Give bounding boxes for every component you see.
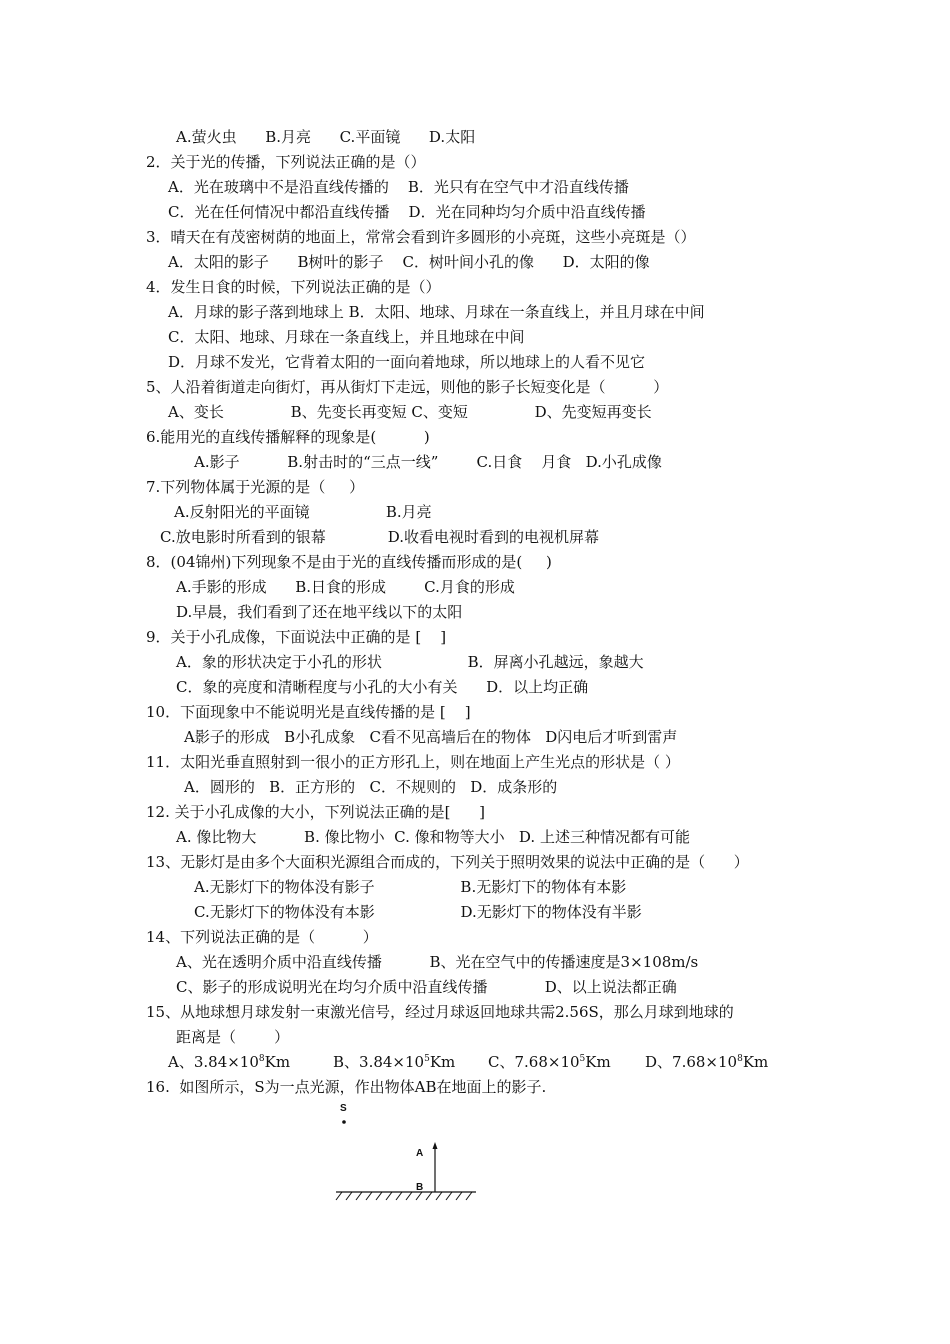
q13-stem: 13、无影灯是由多个大面积光源组合而成的，下列关于照明效果的说法中正确的是（ ）: [146, 853, 749, 871]
q6-options: A.影子 B.射击时的“三点一线” C.日食 月食 D.小孔成像: [194, 453, 662, 471]
q9-options-cd: C．象的亮度和清晰程度与小孔的大小有关 D．以上均正确: [176, 678, 589, 696]
point-light-source: [342, 1120, 346, 1124]
q14-options-ab: A、光在透明介质中沿直线传播 B、光在空气中的传播速度是3×108m/s: [176, 953, 699, 971]
q16-stem: 16. 如图所示，S为一点光源，作出物体AB在地面上的影子.: [146, 1078, 547, 1096]
q4-option-ab: A．月球的影子落到地球上 B．太阳、地球、月球在一条直线上，并且月球在中间: [168, 303, 705, 321]
label-b: B: [416, 1182, 424, 1193]
q13-options-cd: C.无影灯下的物体没有本影 D.无影灯下的物体没有半影: [194, 903, 642, 921]
q2-stem: 2．关于光的传播，下列说法正确的是（）: [146, 153, 426, 171]
q15-stem: 15、从地球想月球发射一束激光信号，经过月球返回地球共需2.56S，那么月球到地球的: [146, 1003, 734, 1021]
q8-option-d: D.早晨，我们看到了还在地平线以下的太阳: [176, 603, 463, 621]
shadow-diagram: [330, 1096, 490, 1211]
label-s: S: [340, 1103, 347, 1114]
q8-options-abc: A.手影的形成 B.日食的形成 C.月食的形成: [176, 578, 515, 596]
q11-options: A．圆形的 B．正方形的 C．不规则的 D．成条形的: [184, 778, 558, 796]
q7-options-cd: C.放电影时所看到的银幕 D.收看电视时看到的电视机屏幕: [160, 528, 599, 546]
q2-options-ab: A．光在玻璃中不是沿直线传播的 B．光只有在空气中才沿直线传播: [168, 178, 629, 196]
q8-stem: 8．(04锦州)下列现象不是由于光的直线传播而形成的是( ): [146, 553, 552, 571]
q2-options-cd: C．光在任何情况中都沿直线传播 D．光在同种均匀介质中沿直线传播: [168, 203, 646, 221]
q3-stem: 3．晴天在有茂密树荫的地面上，常常会看到许多圆形的小亮斑，这些小亮斑是（）: [146, 228, 696, 246]
q4-stem: 4．发生日食的时候，下列说法正确的是（）: [146, 278, 441, 296]
q14-stem: 14、下列说法正确的是（ ）: [146, 928, 378, 946]
q5-stem: 5、人沿着街道走向街灯，再从街灯下走远，则他的影子长短变化是（ ）: [146, 378, 669, 396]
q13-options-ab: A.无影灯下的物体没有影子 B.无影灯下的物体有本影: [194, 878, 627, 896]
q15-option-b: B、$3.84\times 10^5Km$: [333, 1053, 456, 1071]
q10-stem: 10．下面现象中不能说明光是直线传播的是 [ ]: [146, 703, 471, 721]
q11-stem: 11．太阳光垂直照射到一很小的正方形孔上，则在地面上产生光点的形状是（ ）: [146, 753, 680, 771]
ground-hatching: [336, 1192, 472, 1200]
q14-options-cd: C、影子的形成说明光在均匀介质中沿直线传播 D、以上说法都正确: [176, 978, 677, 996]
q12-options: A. 像比物大 B. 像比物小 C. 像和物等大小 D. 上述三种情况都有可能: [176, 828, 690, 846]
q1-options: A.萤火虫 B.月亮 C.平面镜 D.太阳: [176, 128, 476, 146]
q15-stem-cont: 距离是（ ）: [176, 1028, 290, 1046]
q9-stem: 9．关于小孔成像，下面说法中正确的是 [ ]: [146, 628, 447, 646]
q6-stem: 6.能用光的直线传播解释的现象是( ): [146, 428, 430, 446]
q9-options-ab: A．象的形状决定于小孔的形状 B．屏离小孔越远，象越大: [176, 653, 644, 671]
label-a: A: [416, 1148, 424, 1159]
q15-option-d: D、$7.68\times 10^8Km$: [645, 1053, 769, 1071]
q15-option-c: C、$7.68\times 10^5Km$: [488, 1053, 611, 1071]
arrow-head-icon: [433, 1142, 438, 1149]
q10-options: A影子的形成 B小孔成象 C看不见高墙后在的物体 D闪电后才听到雷声: [184, 728, 678, 746]
q3-options: A．太阳的影子 B树叶的影子 C．树叶间小孔的像 D．太阳的像: [168, 253, 650, 271]
q4-option-c: C．太阳、地球、月球在一条直线上，并且地球在中间: [168, 328, 525, 346]
q4-option-d: D．月球不发光，它背着太阳的一面向着地球，所以地球上的人看不见它: [168, 353, 646, 371]
q7-options-ab: A.反射阳光的平面镜 B.月亮: [174, 503, 432, 521]
q12-stem: 12. 关于小孔成像的大小，下列说法正确的是[ ]: [146, 803, 485, 821]
q15-option-a: A、$3.84\times 10^8Km$: [168, 1053, 291, 1071]
q7-stem: 7.下列物体属于光源的是（ ）: [146, 478, 365, 496]
q5-options: A、变长 B、先变长再变短 C、变短 D、先变短再变长: [168, 403, 652, 421]
